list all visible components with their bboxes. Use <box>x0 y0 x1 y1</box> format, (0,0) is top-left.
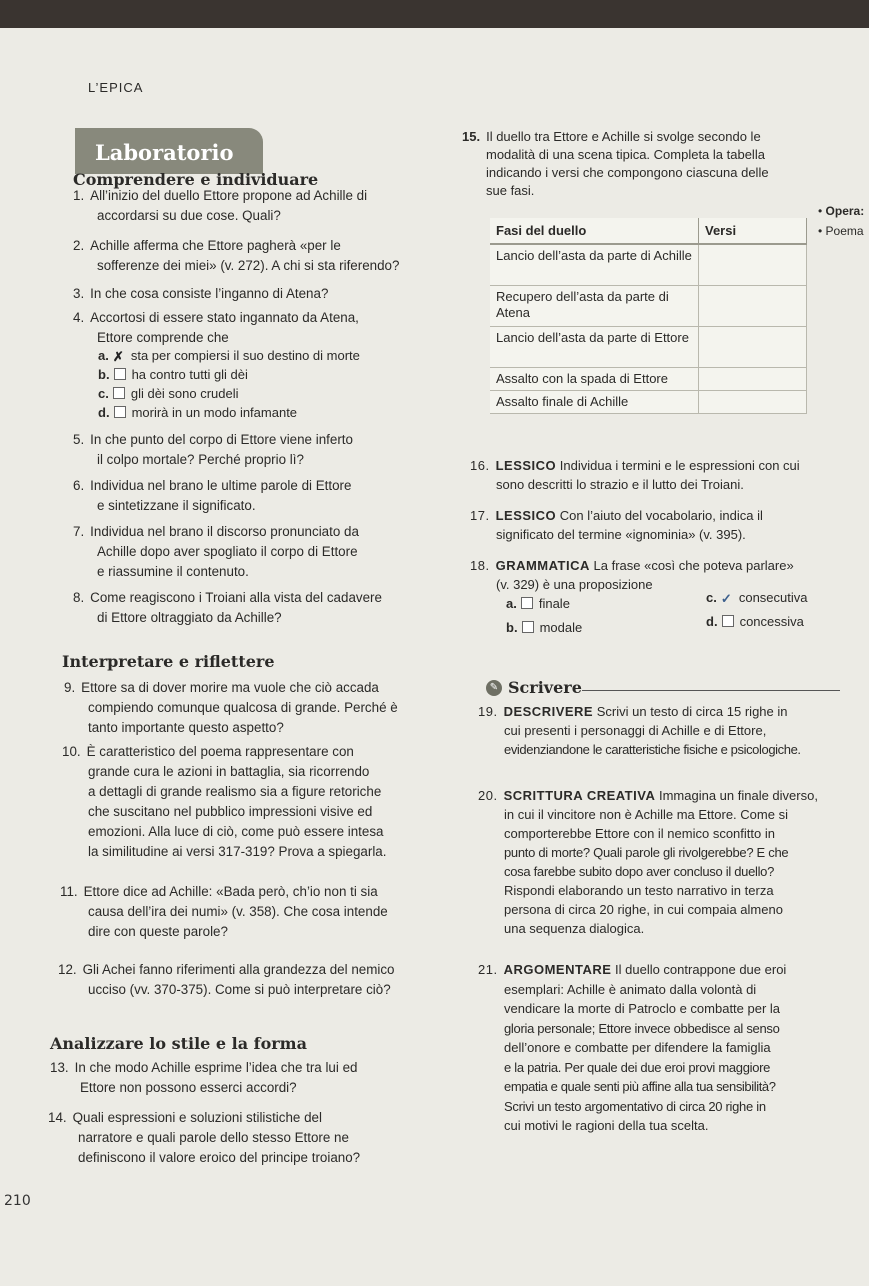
checkbox[interactable] <box>114 406 126 418</box>
q20-tag: SCRITTURA CREATIVA <box>503 788 656 803</box>
q12-line1: Gli Achei fanno riferimenti alla grandezza del nemico <box>82 962 395 977</box>
checkbox[interactable] <box>521 597 533 609</box>
table-cell-verses[interactable] <box>699 286 807 327</box>
option-letter: a. <box>98 348 109 363</box>
table-cell-verses[interactable] <box>699 368 807 391</box>
question-19 <box>478 702 868 759</box>
question-8 <box>73 588 453 628</box>
option-letter: d. <box>706 614 718 629</box>
q3-number: 3. <box>73 286 85 301</box>
q13-number: 13. <box>50 1060 69 1075</box>
q6-line2: e sintetizzane il significato. <box>97 498 256 513</box>
q9-line3: tanto importante questo aspetto? <box>88 720 284 735</box>
table-cell-verses[interactable] <box>699 391 807 414</box>
q6-line1: Individua nel brano le ultime parole di Ettore <box>90 478 352 493</box>
q4-option-b[interactable] <box>98 365 458 384</box>
q10-line4: che suscitano nel pubblico impressioni visive ed <box>88 804 373 819</box>
q21-number: 21. <box>478 962 498 977</box>
question-20 <box>478 786 868 938</box>
q10-line6: la similitudine ai versi 317-319? Prova a spiegarla. <box>88 844 387 859</box>
option-letter: c. <box>98 386 109 401</box>
q10-line2: grande cura le azioni in battaglia, sia ricorrendo <box>88 764 370 779</box>
q9-number: 9. <box>64 680 76 695</box>
q16-line1: Individua i termini e le espressioni con cui <box>559 458 800 473</box>
q15-line3: indicando i versi che compongono ciascuna delle <box>486 165 769 180</box>
q21-line3: vendicare la morte di Patroclo e combatte per la <box>504 1001 781 1016</box>
q4-options <box>98 346 458 422</box>
question-17 <box>470 506 865 544</box>
q14-line1: Quali espressioni e soluzioni stilistiche del <box>72 1110 322 1125</box>
checkbox[interactable] <box>113 387 125 399</box>
q9-line2: compiendo comunque qualcosa di grande. Perché è <box>88 700 398 715</box>
q18-tag: GRAMMATICA <box>495 558 590 573</box>
q1-line2: accordarsi su due cose. Quali? <box>97 208 281 223</box>
question-7 <box>73 522 453 582</box>
question-6 <box>73 476 453 516</box>
table-cell-verses[interactable] <box>699 327 807 368</box>
option-letter: a. <box>506 596 517 611</box>
q4-option-c[interactable] <box>98 384 458 403</box>
side-note-label: Opera: <box>825 204 865 218</box>
q10-line5: emozioni. Alla luce di ciò, come può essere intesa <box>88 824 384 839</box>
q14-line3: definiscono il valore eroico del principe troiano? <box>78 1150 361 1165</box>
q19-line1: Scrivi un testo di circa 15 righe in <box>596 704 788 719</box>
q20-line4: punto di morte? Quali parole gli rivolgerebbe? E che <box>504 845 789 860</box>
q15-line2: modalità di una scena tipica. Completa la tabella <box>486 147 765 162</box>
q12-number: 12. <box>58 962 77 977</box>
q12-line2: ucciso (vv. 370-375). Come si può interpretare ciò? <box>88 982 391 997</box>
q16-tag: LESSICO <box>495 458 557 473</box>
question-21 <box>478 960 868 1136</box>
table-header-fasi: Fasi del duello <box>490 218 699 244</box>
heading-interpretare: Interpretare e riflettere <box>62 652 275 671</box>
q9-line1: Ettore sa di dover morire ma vuole che ciò accada <box>81 680 379 695</box>
q4-number: 4. <box>73 310 85 325</box>
side-note: • Opera: • Poema <box>818 204 865 238</box>
q8-line2: di Ettore oltraggiato da Achille? <box>97 610 282 625</box>
q8-number: 8. <box>73 590 85 605</box>
q20-line5: cosa farebbe subito dopo aver concluso il duello? <box>504 864 775 879</box>
q7-line2: Achille dopo aver spogliato il corpo di Ettore <box>97 544 358 559</box>
option-letter: d. <box>98 405 110 420</box>
q21-line1: Il duello contrappone due eroi <box>615 962 787 977</box>
question-2 <box>73 236 453 276</box>
q10-number: 10. <box>62 744 81 759</box>
textbook-page <box>0 28 869 1286</box>
scrivere-rule <box>582 690 840 691</box>
table-cell-phase: Lancio dell’asta da parte di Ettore <box>490 327 699 368</box>
q21-line4: gloria personale; Ettore invece obbedisce al senso <box>504 1020 780 1036</box>
q21-line5: dell’onore e combatte per difendere la famiglia <box>504 1040 771 1055</box>
q11-number: 11. <box>60 884 78 899</box>
q4-option-a[interactable] <box>98 346 458 365</box>
q2-line2: sofferenze dei miei» (v. 272). A chi si sta riferendo? <box>97 258 400 273</box>
q21-tag: ARGOMENTARE <box>503 962 612 977</box>
q18-option-d[interactable] <box>706 612 804 631</box>
q4-line2: Ettore comprende che <box>97 330 229 345</box>
q5-line1: In che punto del corpo di Ettore viene inferto <box>90 432 353 447</box>
question-12 <box>58 960 458 1000</box>
q19-line3: evidenziandone le caratteristiche fisiche e psicologiche. <box>504 742 801 757</box>
q5-line2: il colpo mortale? Perché proprio lì? <box>97 452 304 467</box>
table-row <box>490 244 807 286</box>
table-cell-phase: Assalto finale di Achille <box>490 391 699 414</box>
checkbox[interactable] <box>114 368 126 380</box>
q20-number: 20. <box>478 788 498 803</box>
question-11 <box>60 882 458 942</box>
option-letter: b. <box>98 367 110 382</box>
q4-option-d[interactable] <box>98 403 458 422</box>
q2-line1: Achille afferma che Ettore pagherà «per le <box>90 238 341 253</box>
q1-line1: All’inizio del duello Ettore propone ad Achille di <box>90 188 368 203</box>
q17-line2: significato del termine «ignominia» (v. 395). <box>496 527 746 542</box>
option-text: consecutiva <box>738 590 808 605</box>
q11-line1: Ettore dice ad Achille: «Bada però, ch’io non ti sia <box>83 884 378 899</box>
q10-line3: a dettagli di grande realismo sia a figure retoriche <box>88 784 382 799</box>
question-16 <box>470 456 865 494</box>
q18-line2: (v. 329) è una proposizione <box>496 577 653 592</box>
page-number: 210 <box>4 1193 31 1209</box>
q20-line1: Immagina un finale diverso, <box>658 788 818 803</box>
table-row <box>490 327 807 368</box>
heading-comprendere: Comprendere e individuare <box>73 170 319 189</box>
heading-scrivere: Scrivere <box>508 678 582 697</box>
q8-line1: Come reagiscono i Troiani alla vista del cadavere <box>90 590 382 605</box>
q2-number: 2. <box>73 238 85 253</box>
q10-line1: È caratteristico del poema rappresentare con <box>86 744 354 759</box>
q17-line1: Con l’aiuto del vocabolario, indica il <box>559 508 763 523</box>
side-note-value: Poema <box>825 224 864 238</box>
q7-number: 7. <box>73 524 85 539</box>
q13-line1: In che modo Achille esprime l’idea che tra lui ed <box>74 1060 358 1075</box>
pencil-icon: ✎ <box>486 680 502 696</box>
table-cell-phase: Recupero dell’asta da parte di Atena <box>490 286 699 327</box>
table-row <box>490 368 807 391</box>
lab-banner: Laboratorio <box>75 128 263 174</box>
q16-number: 16. <box>470 458 490 473</box>
checkbox[interactable] <box>522 621 534 633</box>
option-text: modale <box>539 620 583 635</box>
q14-line2: narratore e quali parole dello stesso Ettore ne <box>78 1130 349 1145</box>
option-text: ha contro tutti gli dèi <box>131 367 248 382</box>
option-letter: c. <box>706 590 717 605</box>
q7-line1: Individua nel brano il discorso pronunciato da <box>90 524 359 539</box>
q14-number: 14. <box>48 1110 67 1125</box>
question-14 <box>48 1108 460 1168</box>
q19-line2: cui presenti i personaggi di Achille e di Ettore, <box>504 723 767 738</box>
q5-number: 5. <box>73 432 85 447</box>
q20-line6: Rispondi elaborando un testo narrativo in terza <box>504 883 774 898</box>
q17-tag: LESSICO <box>495 508 557 523</box>
q18-option-a[interactable] <box>506 594 570 613</box>
checkbox-checked[interactable]: ✗ <box>112 349 124 364</box>
q15-line4: sue fasi. <box>486 183 535 198</box>
q21-line2: esemplari: Achille è animato dalla volontà di <box>504 981 757 997</box>
q21-line7: empatia e quale senti più affine alla tua sensibilità? <box>504 1079 776 1094</box>
table-header-versi: Versi <box>699 218 807 244</box>
q4-line1: Accortosi di essere stato ingannato da Atena, <box>90 310 359 325</box>
table-row <box>490 391 807 414</box>
q19-number: 19. <box>478 704 498 719</box>
q21-line9: cui motivi le ragioni della tua scelta. <box>504 1118 709 1133</box>
q19-tag: DESCRIVERE <box>503 704 594 719</box>
q20-line3: comporterebbe Ettore con il nemico sconfitto in <box>504 826 775 841</box>
q7-line3: e riassumine il contenuto. <box>97 564 249 579</box>
question-5 <box>73 430 453 470</box>
q21-line6: e la patria. Per quale dei due eroi provi maggiore <box>504 1059 771 1075</box>
question-4 <box>73 308 453 348</box>
question-9 <box>64 678 456 738</box>
question-1 <box>73 186 453 226</box>
q1-number: 1. <box>73 188 85 203</box>
heading-analizzare: Analizzare lo stile e la forma <box>50 1034 307 1053</box>
q18-option-c[interactable] <box>706 588 808 607</box>
q18-number: 18. <box>470 558 490 573</box>
option-text: gli dèi sono crudeli <box>130 386 239 401</box>
q17-number: 17. <box>470 508 490 523</box>
table-cell-phase: Assalto con la spada di Ettore <box>490 368 699 391</box>
q15-number: 15. <box>462 129 481 144</box>
question-3 <box>73 284 453 304</box>
q20-line8: una sequenza dialogica. <box>504 921 645 936</box>
q20-line2: in cui il vincitore non è Achille ma Ettore. Come si <box>504 807 788 822</box>
option-letter: b. <box>506 620 518 635</box>
question-15 <box>462 128 862 200</box>
q6-number: 6. <box>73 478 85 493</box>
option-text: morirà in un modo infamante <box>131 405 298 420</box>
section-tag: L’EPICA <box>88 80 144 95</box>
q11-line2: causa dell’ira dei numi» (v. 358). Che cosa intende <box>88 904 388 919</box>
table-cell-phase: Lancio dell’asta da parte di Achille <box>490 244 699 286</box>
option-text: finale <box>538 596 570 611</box>
option-text: concessiva <box>739 614 804 629</box>
question-13 <box>50 1058 460 1098</box>
phases-table-wrapper <box>490 218 807 414</box>
table-row <box>490 286 807 327</box>
checkbox[interactable] <box>722 615 734 627</box>
checkbox-checked[interactable]: ✓ <box>720 591 732 606</box>
q18-option-b[interactable] <box>506 618 582 637</box>
question-10 <box>62 742 458 862</box>
q16-line2: sono descritti lo strazio e il lutto dei Troiani. <box>496 477 744 492</box>
table-cell-verses[interactable] <box>699 244 807 286</box>
q18-line1: La frase «così che poteva parlare» <box>593 558 794 573</box>
q21-line8: Scrivi un testo argomentativo di circa 20 righe in <box>504 1098 766 1114</box>
q20-line7: persona di circa 20 righe, in cui compaia almeno <box>504 902 783 917</box>
q3-line1: In che cosa consiste l’inganno di Atena? <box>90 286 329 301</box>
phases-table <box>490 218 807 414</box>
option-text: sta per compiersi il suo destino di morte <box>130 348 360 363</box>
q11-line3: dire con queste parole? <box>88 924 228 939</box>
q13-line2: Ettore non possono esserci accordi? <box>80 1080 297 1095</box>
q15-line1: Il duello tra Ettore e Achille si svolge secondo le <box>486 129 761 144</box>
